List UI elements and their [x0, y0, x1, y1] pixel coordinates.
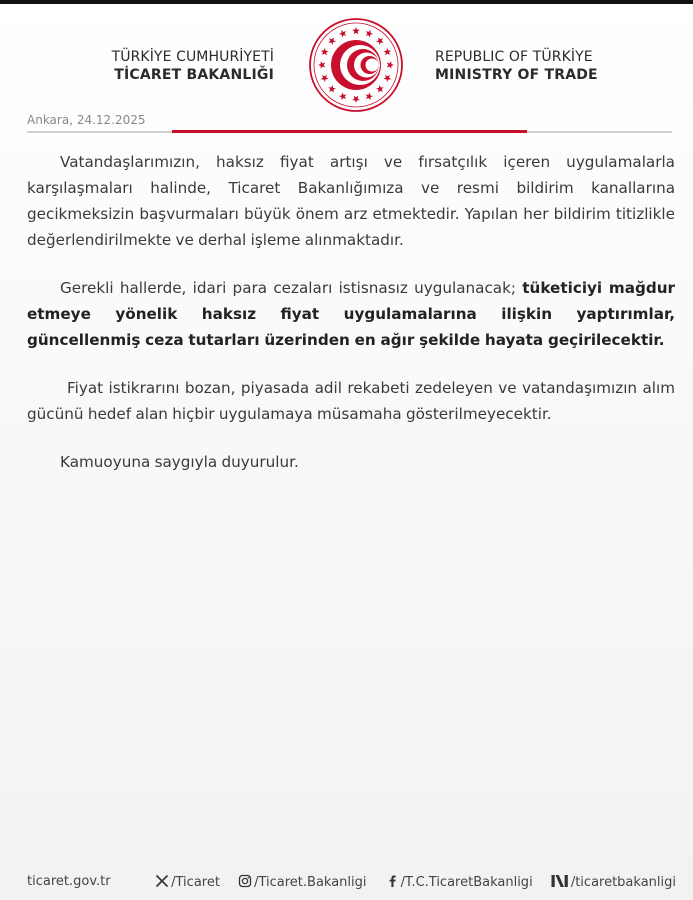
- emblem-star-icon: [339, 30, 346, 38]
- divider-red: [172, 130, 527, 133]
- paragraph-3: Fiyat istikrarını bozan, piyasada adil rekabeti zedeleyen ve vatandaşımızın alım gücünü hedef alan hiçbir uygulamaya müsamaha gösterilmeyecektir.: [27, 379, 675, 423]
- social-x[interactable]: [155, 874, 220, 890]
- social-x-handle: /Ticaret: [171, 875, 220, 890]
- paragraph-2: [27, 275, 675, 353]
- emblem-star-icon: [384, 75, 392, 82]
- social-links: [141, 874, 676, 890]
- emblem-star-icon: [387, 61, 394, 69]
- emblem-star-icon: [321, 48, 329, 55]
- emblem-star-icon: [376, 37, 384, 45]
- paragraph-2-bold: tüketiciyi mağdur etmeye yönelik haksız fiyat uygulamalarına ilişkin yaptırımlar, güncellenmiş ceza tutarları üzerinden en ağır şekilde hayata geçirilecektir.: [27, 279, 675, 349]
- paragraph-closing: Kamuoyuna saygıyla duyurulur.: [60, 453, 299, 471]
- emblem-star-icon: [321, 75, 329, 82]
- x-icon: [155, 874, 169, 888]
- header-republic-tr: TÜRKİYE CUMHURİYETİ: [111, 49, 274, 65]
- paragraph-2-normal: Gerekli hallerde, idari para cezaları istisnasız uygulanacak;: [60, 279, 523, 297]
- emblem-star-icon: [352, 27, 360, 34]
- paragraph-1: Vatandaşlarımızın, haksız fiyat artışı ve fırsatçılık içeren uygulamalarla karşılaşmaları halinde, Ticaret Bakanlığımıza ve resmi bildirim kanallarına gecikmeksizin başvurmaları büyük önem arz etmektedir. Yapılan her bildirim titizlikle değerlendirilmekte ve derhal işleme alınmaktadır.: [27, 153, 675, 249]
- social-nsosyal[interactable]: [551, 874, 676, 890]
- emblem-star-icon: [366, 93, 373, 101]
- social-instagram-handle: /Ticaret.Bakanligi: [254, 875, 367, 890]
- ministry-emblem-icon: [308, 17, 404, 113]
- emblem-star-icon: [366, 30, 373, 38]
- emblem-star-icon: [328, 37, 336, 45]
- social-nsosyal-handle: /ticaretbakanligi: [570, 875, 676, 890]
- website-link[interactable]: ticaret.gov.tr: [27, 874, 111, 889]
- header-republic-en: REPUBLIC OF TÜRKİYE: [435, 49, 593, 65]
- emblem-star-icon: [339, 93, 346, 101]
- date-line: Ankara, 24.12.2025: [27, 113, 146, 127]
- social-facebook[interactable]: [385, 874, 533, 890]
- header-ministry-tr: TİCARET BAKANLIĞI: [114, 67, 274, 83]
- nsosyal-icon: [551, 874, 569, 888]
- emblem-star-icon: [318, 61, 325, 69]
- header-english: [435, 49, 598, 84]
- top-dark-bar: [0, 0, 693, 4]
- emblem-star-icon: [384, 48, 392, 55]
- emblem-star-icon: [352, 96, 360, 103]
- emblem-star-icon: [328, 85, 336, 93]
- social-facebook-handle: /T.C.TicaretBakanligi: [400, 875, 533, 890]
- instagram-icon: [238, 874, 252, 888]
- social-instagram[interactable]: [238, 874, 366, 890]
- emblem-star-icon: [376, 85, 384, 93]
- header-ministry-en: MINISTRY OF TRADE: [435, 67, 598, 83]
- facebook-icon: [385, 874, 399, 888]
- footer: [0, 872, 693, 896]
- announcement-body: [27, 149, 675, 497]
- header-turkish: [112, 49, 274, 84]
